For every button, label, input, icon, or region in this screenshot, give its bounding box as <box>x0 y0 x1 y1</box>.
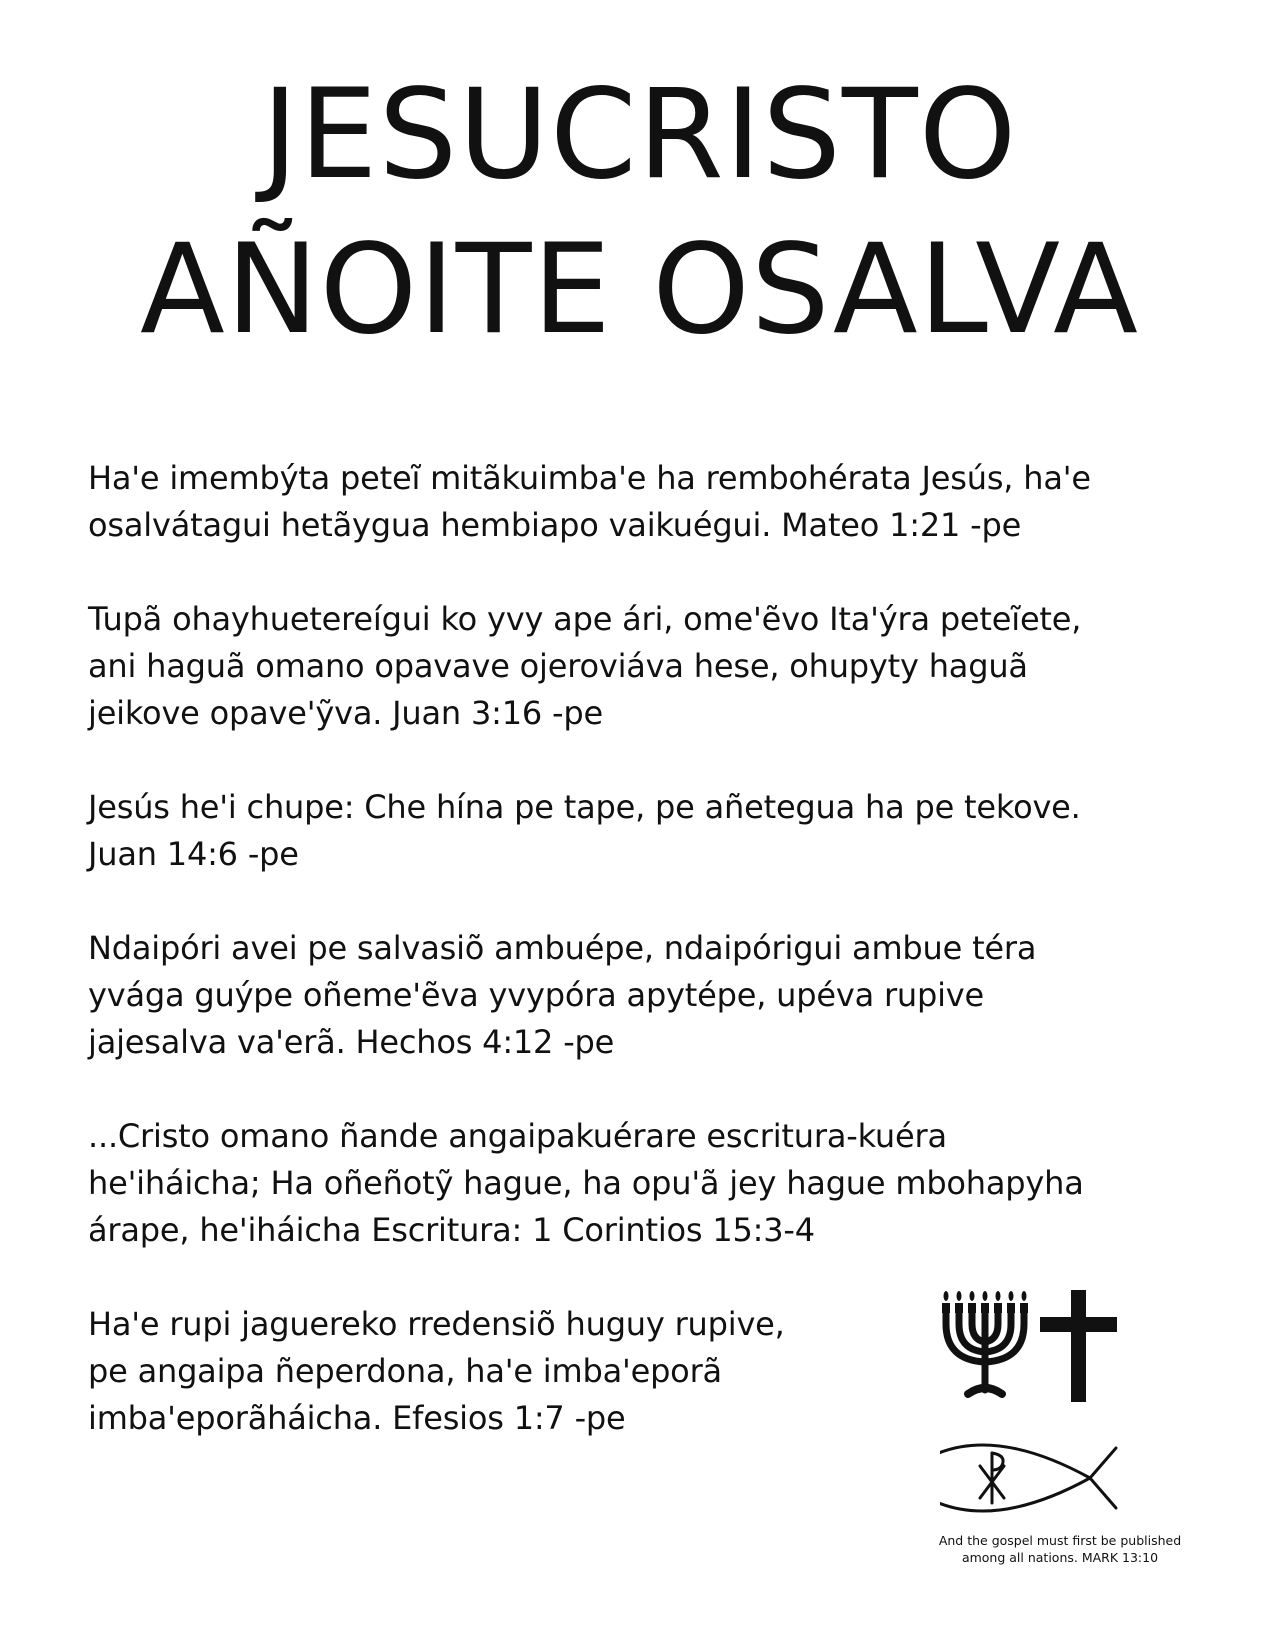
verse-1-corintios-15-3-4 <box>88 1113 1218 1254</box>
cross-icon <box>1040 1290 1117 1402</box>
verse-juan-3-16 <box>88 596 1218 737</box>
verse-hechos-4-12 <box>88 925 1218 1066</box>
verse-line: osalvátagui hetãygua hembiapo vaikuégui. Mateo 1:21 -pe <box>88 506 1022 544</box>
verse-line: he'iháicha; Ha oñeñotỹ hague, ha opu'ã jey hague mbohapyha <box>88 1164 1084 1202</box>
verse-juan-14-6 <box>88 784 1218 878</box>
verse-line: pe angaipa ñeperdona, ha'e imba'eporã <box>88 1352 722 1390</box>
verse-line: jeikove opave'ỹva. Juan 3:16 -pe <box>88 694 603 732</box>
verse-line: Ndaipóri avei pe salvasiõ ambuépe, ndaipórigui ambue téra <box>88 929 1037 967</box>
verse-line: ani haguã omano opavave ojeroviáva hese, ohupyty haguã <box>88 647 1028 685</box>
verse-line: Jesús he'i chupe: Che hína pe tape, pe añetegua ha pe tekove. <box>88 788 1081 826</box>
verse-mateo-1-21 <box>88 455 1218 549</box>
page-title-line-2: AÑOITE OSALVA <box>140 218 1139 362</box>
menorah-icon <box>942 1291 1028 1394</box>
verse-efesios-1-7 <box>88 1301 848 1442</box>
ichthys-chi-rho-icon <box>940 1445 1116 1511</box>
verse-line: Tupã ohayhuetereígui ko yvy ape ári, ome'ẽvo Ita'ýra peteĩete, <box>88 600 1082 638</box>
religious-symbols <box>940 1290 1180 1530</box>
verse-line: jajesalva va'erã. Hechos 4:12 -pe <box>88 1023 615 1061</box>
footer-caption <box>900 1532 1220 1566</box>
caption-line: among all nations. MARK 13:10 <box>961 1550 1159 1565</box>
page-title-line-1: JESUCRISTO <box>261 63 1018 207</box>
verse-line: imba'eporãháicha. Efesios 1:7 -pe <box>88 1399 626 1437</box>
caption-line: And the gospel must first be published <box>938 1533 1182 1548</box>
verse-line: yvága guýpe oñeme'ẽva yvypóra apytépe, upéva rupive <box>88 976 985 1014</box>
verse-line: ...Cristo omano ñande angaipakuérare escritura-kuéra <box>88 1117 947 1155</box>
verse-line: árape, he'iháicha Escritura: 1 Corintios 15:3-4 <box>88 1211 815 1249</box>
verse-line: Ha'e imembýta peteĩ mitãkuimba'e ha rembohérata Jesús, ha'e <box>88 459 1091 497</box>
verse-line: Ha'e rupi jaguereko rredensiõ huguy rupive, <box>88 1305 785 1343</box>
verse-line: Juan 14:6 -pe <box>88 835 299 873</box>
